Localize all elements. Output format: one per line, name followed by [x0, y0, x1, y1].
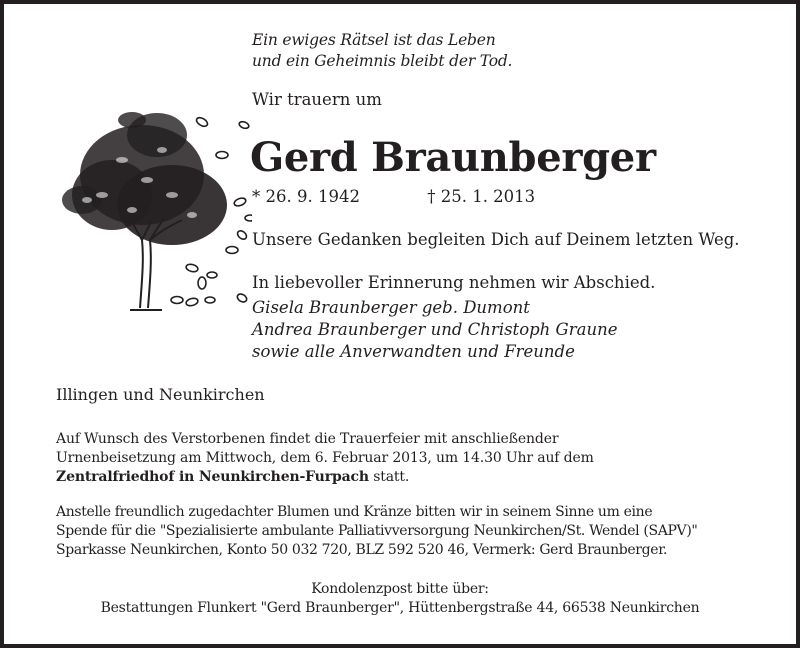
- death-date: † 25. 1. 2013: [427, 187, 536, 206]
- donation-line: Spende für die "Spezialisierte ambulante Palliativversorgung Neunkirchen/St. Wendel (SAPV)": [56, 523, 698, 539]
- mourner: sowie alle Anverwandten und Freunde: [252, 342, 575, 361]
- birth-date: * 26. 9. 1942: [252, 187, 360, 206]
- ceremony-line: [56, 468, 594, 487]
- ceremony-tail: statt.: [368, 469, 410, 485]
- donation-line: Anstelle freundlich zugedachter Blumen und Kränze bitten wir in seinem Sinne um eine: [56, 504, 653, 520]
- ceremony-location: Zentralfriedhof in Neunkirchen-Furpach: [56, 469, 369, 485]
- condolence-address: Bestattungen Flunkert "Gerd Braunberger", Hüttenbergstraße 44, 66538 Neunkirchen: [100, 600, 700, 616]
- motto-line: Ein ewiges Rätsel ist das Leben: [252, 31, 496, 49]
- deceased-name: Gerd Braunberger: [250, 134, 656, 181]
- condolence-info: [0, 580, 800, 618]
- life-dates: [252, 187, 535, 206]
- windblown-tree-icon: [52, 100, 252, 312]
- condolence-label: Kondolenzpost bitte über:: [311, 581, 489, 597]
- intro-text: Wir trauern um: [252, 90, 382, 109]
- mourner: Andrea Braunberger und Christoph Graune: [252, 320, 618, 339]
- place-line: Illingen und Neunkirchen: [56, 385, 265, 404]
- ceremony-line: Urnenbeisetzung am Mittwoch, dem 6. Februar 2013, um 14.30 Uhr auf dem: [56, 450, 594, 466]
- donation-info: [56, 503, 698, 560]
- farewell-text: In liebevoller Erinnerung nehmen wir Abschied.: [252, 273, 656, 292]
- ceremony-info: [56, 430, 594, 487]
- motto-line: und ein Geheimnis bleibt der Tod.: [252, 52, 513, 70]
- ceremony-line: Auf Wunsch des Verstorbenen findet die Trauerfeier mit anschließender: [56, 431, 559, 447]
- donation-line: Sparkasse Neunkirchen, Konto 50 032 720, BLZ 592 520 46, Vermerk: Gerd Braunberger.: [56, 542, 668, 558]
- mourner: Gisela Braunberger geb. Dumont: [252, 298, 530, 317]
- motto: [252, 30, 512, 72]
- mourners-list: [252, 297, 617, 363]
- memorial-thought: Unsere Gedanken begleiten Dich auf Deinem letzten Weg.: [252, 230, 740, 249]
